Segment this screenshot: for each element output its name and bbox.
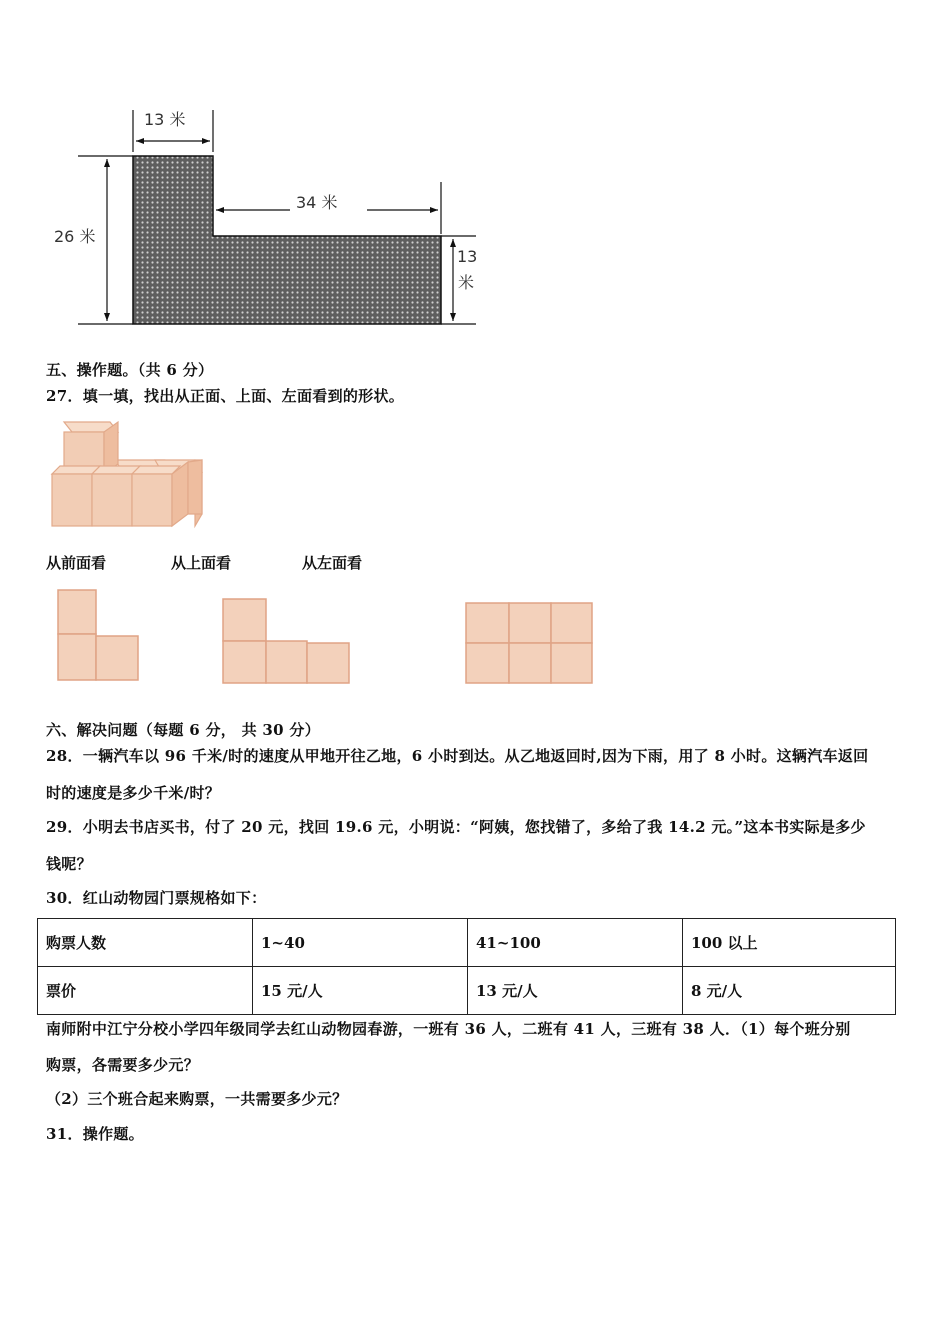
ticket-price-table: [37, 918, 896, 1015]
question-30-line1: 南师附中江宁分校小学四年级同学去红山动物园春游，一班有 36 人，二班有 41 人，三班有 38 人．（1）每个班分别: [46, 1020, 851, 1038]
l-shape-area: [133, 156, 441, 324]
question-30-line3: （2）三个班合起来购票，一共需要多少元？: [46, 1090, 348, 1108]
top-view-figure: [220, 596, 355, 688]
view-label-front: 从前面看: [46, 554, 107, 572]
table-cell: 票价: [38, 967, 253, 1015]
view-label-top: 从上面看: [171, 554, 232, 572]
l-shape-figure: [40, 100, 500, 340]
question-27: 27．填一填，找出从正面、上面、左面看到的形状。: [46, 387, 405, 405]
section6-heading: 六、解决问题（每题 6 分， 共 30 分）: [46, 721, 321, 739]
table-cell: 15 元/人: [253, 967, 468, 1015]
table-row: [38, 967, 896, 1015]
front-view-figure: [55, 588, 145, 684]
table-row: [38, 919, 896, 967]
view-label-left: 从左面看: [302, 554, 363, 572]
table-cell: 100 以上: [683, 919, 896, 967]
dim-left-label: 26 米: [54, 227, 96, 246]
table-cell: 41~100: [468, 919, 683, 967]
question-30-line2: 购票，各需要多少元？: [46, 1056, 200, 1074]
question-30-intro: 30．红山动物园门票规格如下：: [46, 889, 267, 907]
cube-stack-figure: [50, 418, 210, 533]
table-cell: 13 元/人: [468, 967, 683, 1015]
dim-middle-label: 34 米: [296, 193, 338, 212]
table-cell: 8 元/人: [683, 967, 896, 1015]
dim-top-label: 13 米: [144, 110, 186, 129]
question-29-line2: 钱呢？: [46, 855, 92, 873]
table-cell: 1~40: [253, 919, 468, 967]
dim-right-unit: 米: [458, 273, 475, 292]
question-28-line1: 28．一辆汽车以 96 千米/时的速度从甲地开往乙地，6 小时到达。从乙地返回时,因为下雨，用了 8 小时。这辆汽车返回: [46, 747, 869, 765]
table-cell: 购票人数: [38, 919, 253, 967]
question-31: 31．操作题。: [46, 1125, 144, 1143]
section5-heading: 五、操作题。（共 6 分）: [46, 361, 214, 379]
question-29-line1: 29．小明去书店买书，付了 20 元，找回 19.6 元，小明说：“阿姨，您找错了，多给了我 14.2 元。”这本书实际是多少: [46, 818, 866, 836]
left-view-figure: [463, 600, 598, 688]
question-28-line2: 时的速度是多少千米/时？: [46, 784, 221, 802]
dim-right-num: 13: [457, 247, 478, 266]
